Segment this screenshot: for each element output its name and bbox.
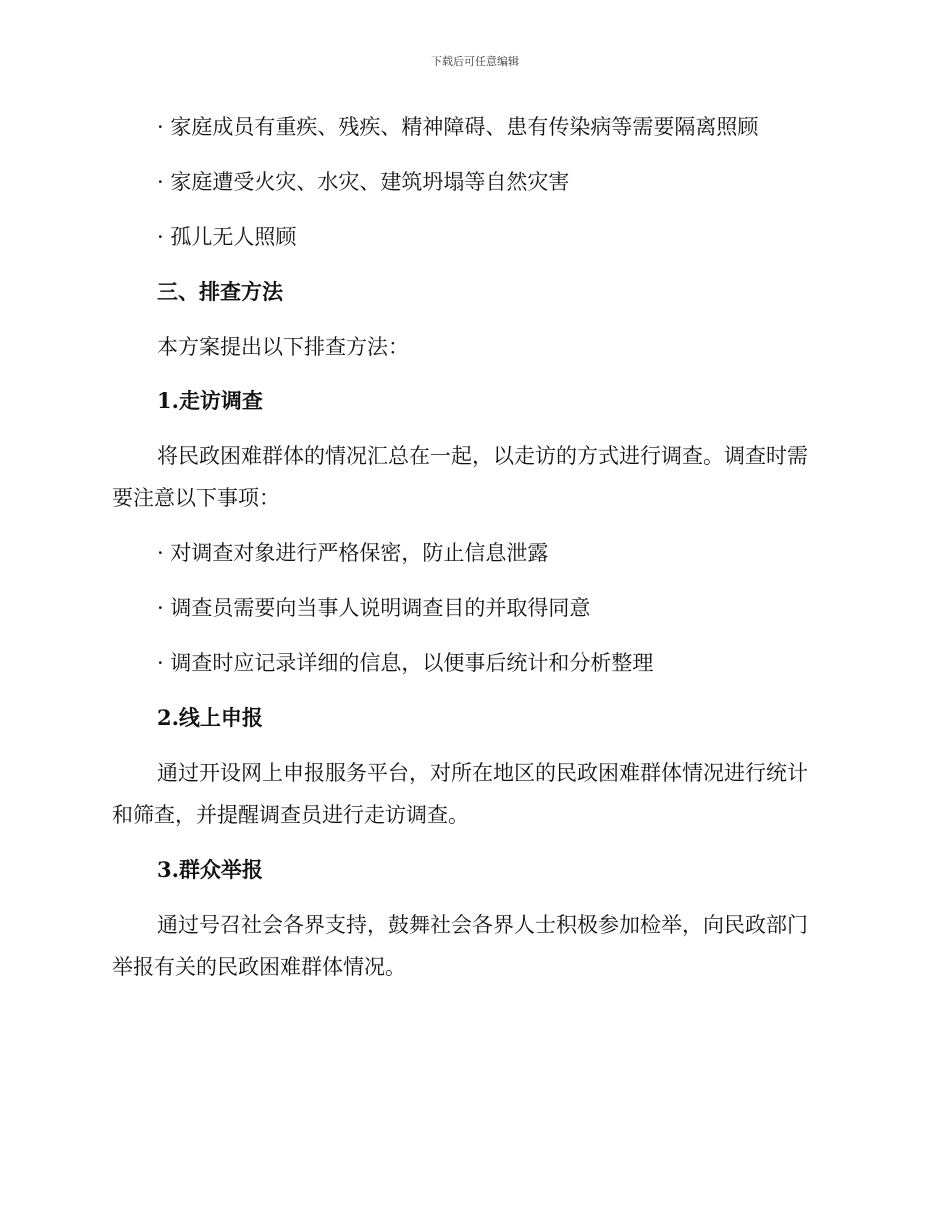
bullet-item: · 家庭遭受火灾、水灾、建筑坍塌等自然灾害 <box>157 170 570 194</box>
subsection-heading: 2.线上申报 <box>157 705 263 730</box>
paragraph-line: 举报有关的民政困难群体情况。 <box>112 955 406 979</box>
section-intro: 本方案提出以下排查方法： <box>157 335 409 359</box>
paragraph-line: 要注意以下事项： <box>112 486 280 510</box>
subsection-heading: 1.走访调查 <box>157 388 263 413</box>
bullet-item: · 家庭成员有重疾、残疾、精神障碍、患有传染病等需要隔离照顾 <box>157 115 759 139</box>
paragraph-line: 通过号召社会各界支持，鼓舞社会各界人士积极参加检举，向民政部门 <box>157 913 808 937</box>
paragraph-line: 和筛查，并提醒调查员进行走访调查。 <box>112 803 469 827</box>
bullet-item: · 调查员需要向当事人说明调查目的并取得同意 <box>157 596 591 620</box>
bullet-item: · 调查时应记录详细的信息，以便事后统计和分析整理 <box>157 651 654 675</box>
paragraph-line: 通过开设网上申报服务平台，对所在地区的民政困难群体情况进行统计 <box>157 761 808 785</box>
bullet-item: · 对调查对象进行严格保密，防止信息泄露 <box>157 541 549 565</box>
page-header-note: 下载后可任意编辑 <box>431 55 519 68</box>
subsection-heading: 3.群众举报 <box>157 857 263 882</box>
paragraph-line: 将民政困难群体的情况汇总在一起，以走访的方式进行调查。调查时需 <box>157 444 808 468</box>
section-heading: 三、排查方法 <box>157 279 283 304</box>
bullet-item: · 孤儿无人照顾 <box>157 225 297 249</box>
